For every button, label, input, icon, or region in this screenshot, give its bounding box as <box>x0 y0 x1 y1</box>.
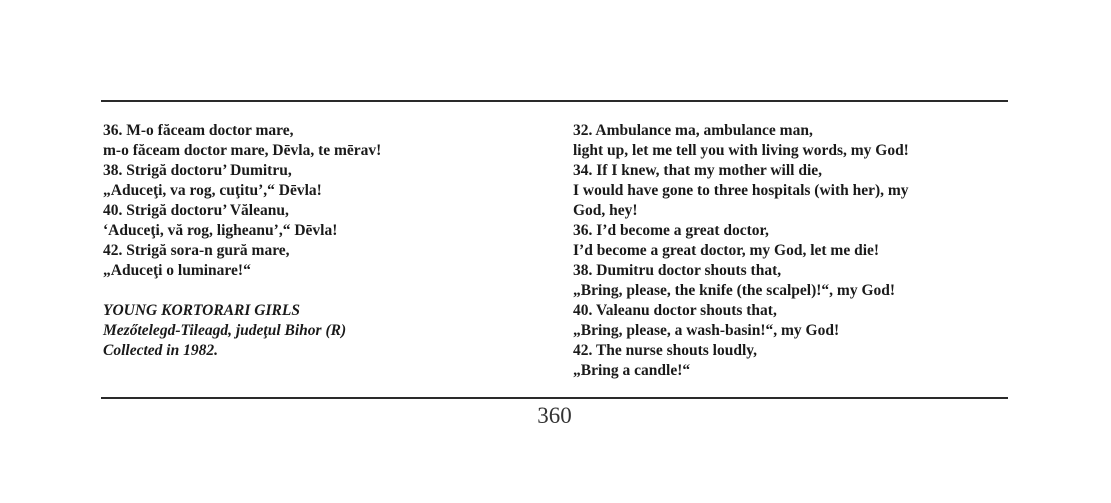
verse-line: „Bring, please, the knife (the scalpel)!“, my God! <box>573 282 896 299</box>
collection-date-credit: Collected in 1982. <box>103 342 218 359</box>
top-rule <box>101 100 1008 102</box>
verse-line: I would have gone to three hospitals (with her), my <box>573 182 909 199</box>
verse-line: ‘Aduceţi, vă rog, ligheanu’,“ Dēvla! <box>103 222 338 239</box>
romani-text-column <box>103 121 543 281</box>
performer-credit: YOUNG KORTORARI GIRLS <box>103 302 300 319</box>
verse-line: „Bring a candle!“ <box>573 362 691 379</box>
verse-line: „Bring, please, a wash-basin!“, my God! <box>573 322 840 339</box>
verse-line: 38. Strigă doctoru’ Dumitru, <box>103 162 292 179</box>
page-number: 360 <box>537 403 572 428</box>
verse-line: 34. If I knew, that my mother will die, <box>573 162 823 179</box>
verse-line: „Aduceţi, va rog, cuţitu’,“ Dēvla! <box>103 182 322 199</box>
location-credit: Mezőtelegd-Tileagd, judeţul Bihor (R) <box>103 322 347 339</box>
verse-line: m-o făceam doctor mare, Dēvla, te mērav! <box>103 142 382 159</box>
verse-line: 40. Valeanu doctor shouts that, <box>573 302 777 319</box>
english-translation-column <box>573 121 993 381</box>
verse-line: 38. Dumitru doctor shouts that, <box>573 262 782 279</box>
verse-line: 40. Strigă doctoru’ Văleanu, <box>103 202 289 219</box>
page-number-container <box>0 403 1111 429</box>
verse-line: 42. Strigă sora-n gură mare, <box>103 242 290 259</box>
verse-line: 32. Ambulance ma, ambulance man, <box>573 122 813 139</box>
bottom-rule <box>101 397 1008 399</box>
verse-line: 36. I’d become a great doctor, <box>573 222 769 239</box>
verse-line: I’d become a great doctor, my God, let me die! <box>573 242 880 259</box>
song-credits <box>103 301 346 361</box>
verse-line: light up, let me tell you with living words, my God! <box>573 142 909 159</box>
verse-line: God, hey! <box>573 202 638 219</box>
verse-line: 42. The nurse shouts loudly, <box>573 342 758 359</box>
verse-line: 36. M-o făceam doctor mare, <box>103 122 294 139</box>
verse-line: „Aduceţi o luminare!“ <box>103 262 251 279</box>
